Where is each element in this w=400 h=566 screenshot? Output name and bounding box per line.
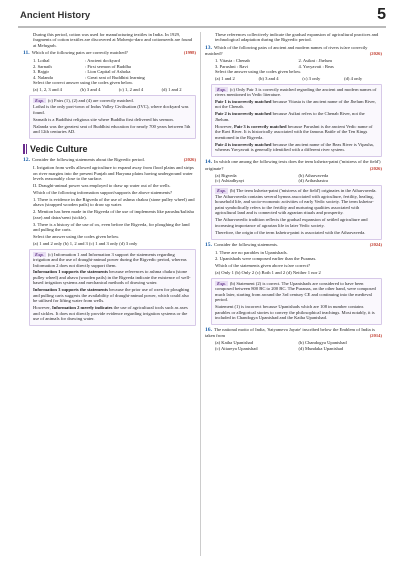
- year-tag: (2024): [369, 241, 382, 247]
- options-list: (a) 1 and 2 only (b) 1, 2 and 3 (c) 1 and 3 only (d) 3 only: [33, 241, 138, 247]
- option: (b) 3 and 4: [258, 76, 279, 82]
- explanation-text: (b) The term kshetra-patni ('mistress of the field') originates in the Atharvaveda. The Atharvaveda contains several hymns associated with agriculture, fertility, healing, household life, and socio-economic activities of early Vedic society. The term kshetra-patni symbolically refers to the fertility and nurturing qualities associated with agricultural land and is connected with agrarian rituals and prosperity.: [215, 188, 377, 216]
- question-15: [205, 242, 382, 325]
- question-12: [23, 157, 196, 326]
- question-text: Which of the following pairs of ancient and modern names of rivers is/are correctly matched?: [205, 44, 368, 57]
- explanation-box: [29, 95, 196, 140]
- explanation-box: [29, 249, 196, 326]
- option: (a) Katha Upanishad: [215, 340, 254, 346]
- explanation-text: because the ancient name of the Beas River is Vipasha, whereas Yavyavati is generally identified with a different river system.: [215, 141, 374, 153]
- question-ask: Which of the following information support/supports the above statements?: [33, 190, 173, 196]
- option: (d) Mundaka Upanishad: [298, 345, 344, 351]
- year-tag: (1998): [183, 50, 196, 56]
- select-instruction: Select the answer using the codes given below.: [33, 234, 120, 240]
- question-text: The national motto of India, 'Satyameva Jayate' inscribed below the Emblem of India is taken from: [205, 326, 375, 339]
- year-tag: (2026): [369, 51, 382, 57]
- options-list: [205, 340, 382, 351]
- pair-right: : Lion Capital of Ashoka: [85, 69, 131, 75]
- explanation-text: Therefore, the origin of the term kshetra-patni is associated with the Atharvaveda.: [215, 229, 366, 235]
- explanation-text: because Parushni is the ancient Vedic name of the Ravi River. It is historically associated with the famous Battle of the Ten Kings mentioned in the Rigveda.: [215, 123, 373, 140]
- exp-label: Exp.: [35, 97, 44, 103]
- option: (b) Atharvaveda: [298, 172, 329, 178]
- question-11: [23, 50, 196, 139]
- explanation-box: [211, 185, 382, 239]
- section-heading: [23, 144, 196, 154]
- exp-label: Exp.: [35, 251, 44, 257]
- pair-left: 3. Rajgir: [33, 69, 50, 75]
- pair: 1. Vitasta : Chenab: [215, 58, 250, 64]
- option: (d) 4 only: [344, 76, 363, 82]
- option: (d) Arthashastra: [298, 177, 328, 183]
- explanation-text: because Asikni refers to the Chenab River, not the Jhelum.: [215, 111, 365, 122]
- explanation-text: Nalanda was the greatest seat of Buddhist education for nearly 700 years between 5th and 12th centuries AD.: [33, 123, 191, 135]
- information: 1. There is evidence in the Rigveda of the use of ashma chakra (stone pulley wheel) and ahava (strapped wooden pails) to draw up water.: [33, 196, 195, 208]
- column-divider: [200, 32, 201, 556]
- question-number: 12.: [23, 157, 30, 164]
- year-tag: (2026): [183, 157, 196, 163]
- bold-phrase: Pair 2 is incorrectly matched: [215, 111, 272, 117]
- question-number: 14.: [205, 159, 212, 166]
- explanation-text: because the prior use of oxen for ploughing and pulling carts suggests the availability of draught-animal power, which could also be utilised for lifting water from wells.: [33, 287, 190, 304]
- option: (b) Chandogya Upanishad: [298, 340, 347, 346]
- question-16: [205, 327, 382, 351]
- question-text: Consider the following statements.: [214, 241, 279, 247]
- exp-label: Exp.: [217, 280, 226, 286]
- year-tag: (2014): [369, 333, 382, 339]
- question-14: [205, 159, 382, 239]
- question-number: 15.: [205, 241, 212, 248]
- option: (a) 1, 2, 3 and 4: [33, 87, 62, 93]
- explanation-text: (b) Statement (2) is correct. The Upanishads are considered to have been composed between 800 BC to 200 BC. The Puranas, on the other hand, were composed much later, starting from around the 3rd century CE and continuing into the medieval period.: [215, 280, 376, 303]
- question-number: 13.: [205, 44, 212, 51]
- pair: 2. Asikni : Jhelum: [298, 58, 332, 64]
- bold-phrase: Information 2 merely indicates: [51, 305, 113, 311]
- question-number: 16.: [205, 326, 212, 333]
- explanation-text: Lothal is the only port-town of Indus Valley Civilisation (IVC), where dockyard was found.: [33, 104, 189, 115]
- explanation-text: Sarnath is a Buddhist religious site where Buddha first delivered his sermon.: [33, 116, 174, 122]
- option: (a) 1 and 2: [215, 76, 235, 82]
- explanation-text: However,: [215, 123, 234, 129]
- intro-paragraph: During this period, cotton was used for manufacturing textiles in India. In 1929, fragments of cotton textiles are discovered at Mohenjo-daro and cottonseeds are found at Mehrgarh.: [33, 32, 193, 48]
- question-13: [205, 45, 382, 157]
- explanation-text: the use of agricultural tools such as axes and sickles. It does not directly provide evidence regarding irrigation systems or the use of animals for drawing water.: [33, 305, 188, 322]
- statement: I. Irrigation from wells allowed agriculture to expand away from flood plains and strips on river margins into the present Punjab and Haryana plains having underground water levels reasonably close to the surface.: [33, 165, 194, 182]
- explanation-box: [211, 278, 382, 325]
- section-title: Ancient History: [20, 10, 91, 21]
- options-list: [205, 173, 382, 184]
- heading-bar: [23, 144, 25, 154]
- option: (a) Rigveda: [215, 172, 237, 178]
- select-instruction: Select the answer using the codes given below.: [215, 69, 302, 75]
- explanation-text: The Atharvavedic tradition reflects the gradual expansion of settled agriculture and increasing importance of agrarian life in later Vedic society.: [215, 217, 368, 228]
- bold-phrase: Pair 1 is incorrectly matched: [215, 99, 272, 105]
- question-number: 11.: [23, 50, 30, 57]
- heading-text: Vedic Culture: [30, 143, 88, 154]
- pair-right: : First sermon of Buddha: [85, 63, 131, 69]
- explanation-text: Statement (1) is incorrect because Upanishads which are 108 in number contains parables or allegorical stories to convey the philosophical teachings. Most notably, it is included in Chandogya Upanishad and the Katha Upanishad.: [215, 304, 375, 321]
- information: 3. There is a history of the use of ox, even before the Rigveda, for ploughing the land and pulling the carts.: [33, 221, 190, 233]
- bold-phrase: Information 3 supports the statements: [33, 287, 109, 293]
- question-text: In which one among the following texts does the term kshetra-patni ('mistress of the field') originate?: [205, 159, 381, 171]
- bold-phrase: Pair 3 is correctly matched: [233, 123, 287, 129]
- explanation-text: (c) Only Pair 3 is correctly matched regarding the ancient and modern names of rivers mentioned in Vedic literature.: [215, 86, 377, 98]
- pair-left: 4. Nalanda: [33, 74, 53, 80]
- left-column: [23, 32, 196, 328]
- option: (c) 3 only: [302, 76, 321, 82]
- explanation-text: (c) Pairs (1), (2) and (4) are correctly matched.: [47, 97, 134, 103]
- page-number: 5: [377, 6, 386, 23]
- pair-left: 2. Sarnath: [33, 63, 52, 69]
- question-text: Consider the following statements about the Rigvedic period.: [32, 157, 145, 163]
- heading-bar: [26, 144, 27, 154]
- statement: II. Draught-animal power was employed to draw up water out of the wells.: [33, 183, 171, 189]
- explanation-text: because Vitasta is the ancient name of the Jhelum River, not the Chenab.: [215, 99, 376, 110]
- right-column: [205, 32, 382, 351]
- option: (c) 1, 2 and 4: [118, 87, 144, 93]
- option: (c) Ashtadhyayi: [215, 177, 245, 183]
- option: (c) Aitareya Upanishad: [215, 345, 258, 351]
- options-list: [23, 87, 196, 92]
- statement: 1. There are no parables in Upanishads.: [215, 249, 288, 255]
- explanation-text: because references to ashma chakra (stone pulley wheel) and ahava (wooden pails) in the Rigveda indicate the existence of well-based irrigation systems and mechanical methods of drawing water.: [33, 269, 191, 286]
- pair: 3. Parushni : Ravi: [215, 63, 248, 69]
- explanation-text: (c) Information 1 and Information 3 support the statements regarding irrigation and the use of draught-animal power during the Rigvedic period, whereas Information 2 does not directly support them.: [33, 251, 187, 268]
- information: 2. Mention has been made in the Rigveda of the use of implements like parashu/kulisha (axe) and datra/sreni (sickle).: [33, 209, 194, 220]
- option: (b) 3 and 4: [80, 87, 101, 93]
- exp-label: Exp.: [217, 188, 226, 194]
- pair-right: : Ancient dockyard: [85, 58, 120, 64]
- options-list: [205, 76, 382, 81]
- header-rule: [18, 26, 386, 28]
- pair-right: : Great seat of Buddhist learning: [85, 74, 145, 80]
- bold-phrase: Pair 4 is incorrectly matched: [215, 141, 272, 147]
- pair-left: 1. Lothal: [33, 58, 50, 64]
- year-tag: (2026): [369, 165, 382, 171]
- pair: 4. Yavyavati : Beas: [298, 63, 334, 69]
- pairs-list: [205, 58, 382, 69]
- exp-label: Exp.: [217, 86, 226, 92]
- intro-paragraph: These references collectively indicate the gradual expansion of agricultural practices and technological adaptation during the Rigvedic period.: [215, 32, 379, 43]
- page-header: [18, 6, 386, 28]
- select-instruction: Select the correct answer using the codes given below.: [33, 80, 134, 86]
- statement: 2. Upanishads were composed earlier than the Puranas.: [215, 256, 317, 262]
- bold-phrase: Information 1 supports the statements: [33, 269, 109, 275]
- option: (d) 1 and 2: [161, 87, 182, 93]
- question-text: Which of the following pairs are correctly matched?: [31, 50, 128, 56]
- pairs-list: [23, 58, 196, 80]
- explanation-box: [211, 84, 382, 157]
- question-ask: Which of the statements given above is/are correct?: [215, 263, 311, 269]
- explanation-text: However,: [33, 305, 52, 311]
- options-list: (a) Only 1 (b) Only 2 (c) Both 1 and 2 (d) Neither 1 nor 2: [215, 270, 321, 276]
